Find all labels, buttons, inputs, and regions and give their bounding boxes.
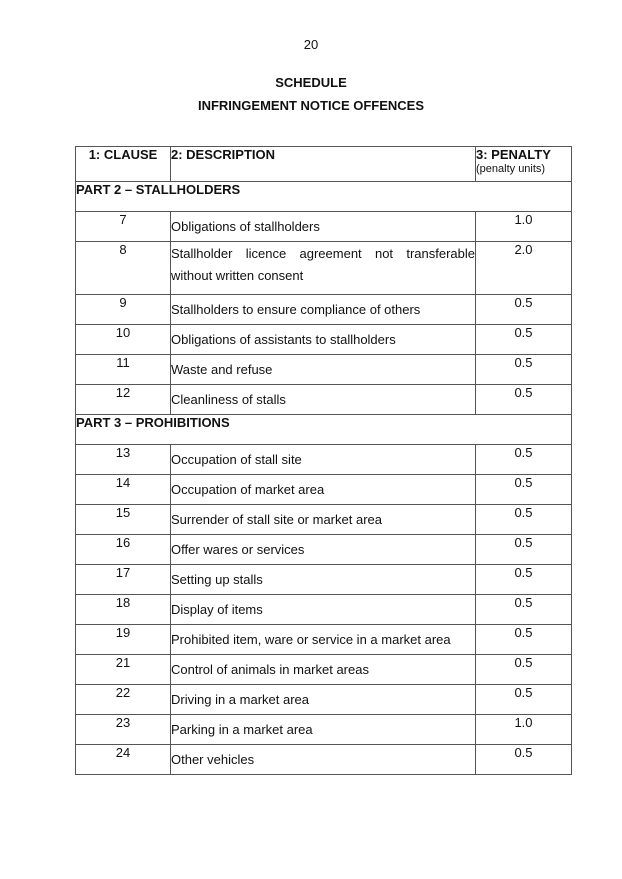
table-row xyxy=(76,535,572,565)
description-cell: Display of items xyxy=(171,595,476,625)
description-cell: Waste and refuse xyxy=(171,355,476,385)
clause-cell: 23 xyxy=(76,715,171,745)
clause-cell: 9 xyxy=(76,295,171,325)
table-row xyxy=(76,505,572,535)
description-cell: Parking in a market area xyxy=(171,715,476,745)
penalty-cell: 0.5 xyxy=(476,505,572,535)
clause-cell: 17 xyxy=(76,565,171,595)
penalty-cell: 0.5 xyxy=(476,325,572,355)
page-number: 20 xyxy=(303,37,319,52)
schedule-subtitle: INFRINGEMENT NOTICE OFFENCES xyxy=(197,98,425,113)
penalty-cell: 0.5 xyxy=(476,565,572,595)
penalty-cell: 0.5 xyxy=(476,535,572,565)
clause-cell: 10 xyxy=(76,325,171,355)
description-cell: Driving in a market area xyxy=(171,685,476,715)
table-row xyxy=(76,385,572,415)
clause-cell: 12 xyxy=(76,385,171,415)
clause-cell: 7 xyxy=(76,212,171,242)
penalty-cell: 0.5 xyxy=(476,385,572,415)
clause-cell: 14 xyxy=(76,475,171,505)
table-row xyxy=(76,655,572,685)
part-heading-row xyxy=(76,415,572,445)
description-cell: Stallholder licence agreement not transferable without written consent xyxy=(171,242,476,295)
description-cell: Cleanliness of stalls xyxy=(171,385,476,415)
table-row xyxy=(76,715,572,745)
clause-cell: 11 xyxy=(76,355,171,385)
table-row xyxy=(76,745,572,775)
penalty-cell: 0.5 xyxy=(476,295,572,325)
clause-cell: 8 xyxy=(76,242,171,295)
table-row xyxy=(76,475,572,505)
part-heading: PART 2 – STALLHOLDERS xyxy=(76,182,572,212)
table-row xyxy=(76,355,572,385)
description-cell: Control of animals in market areas xyxy=(171,655,476,685)
penalty-cell: 0.5 xyxy=(476,595,572,625)
penalty-cell: 0.5 xyxy=(476,355,572,385)
clause-cell: 21 xyxy=(76,655,171,685)
clause-cell: 16 xyxy=(76,535,171,565)
description-cell: Obligations of stallholders xyxy=(171,212,476,242)
offences-table xyxy=(75,146,572,775)
table-row xyxy=(76,242,572,295)
penalty-cell: 0.5 xyxy=(476,685,572,715)
part-heading: PART 3 – PROHIBITIONS xyxy=(76,415,572,445)
table-row xyxy=(76,685,572,715)
table-row xyxy=(76,325,572,355)
clause-cell: 22 xyxy=(76,685,171,715)
column-header-clause: 1: CLAUSE xyxy=(76,147,171,182)
description-cell: Surrender of stall site or market area xyxy=(171,505,476,535)
penalty-cell: 0.5 xyxy=(476,445,572,475)
description-cell: Stallholders to ensure compliance of others xyxy=(171,295,476,325)
clause-cell: 13 xyxy=(76,445,171,475)
column-header-description: 2: DESCRIPTION xyxy=(171,147,476,182)
clause-cell: 15 xyxy=(76,505,171,535)
schedule-title: SCHEDULE xyxy=(275,75,347,90)
table-row xyxy=(76,295,572,325)
penalty-header-label: 3: PENALTY xyxy=(476,147,551,162)
table-row xyxy=(76,565,572,595)
penalty-cell: 1.0 xyxy=(476,715,572,745)
penalty-cell: 0.5 xyxy=(476,475,572,505)
clause-cell: 19 xyxy=(76,625,171,655)
description-cell: Occupation of stall site xyxy=(171,445,476,475)
penalty-cell: 1.0 xyxy=(476,212,572,242)
penalty-header-units: (penalty units) xyxy=(476,163,546,175)
table-row xyxy=(76,625,572,655)
column-header-penalty xyxy=(476,147,572,182)
description-cell: Setting up stalls xyxy=(171,565,476,595)
description-cell: Other vehicles xyxy=(171,745,476,775)
table-row xyxy=(76,212,572,242)
clause-cell: 24 xyxy=(76,745,171,775)
penalty-cell: 2.0 xyxy=(476,242,572,295)
description-cell: Occupation of market area xyxy=(171,475,476,505)
description-cell: Offer wares or services xyxy=(171,535,476,565)
clause-cell: 18 xyxy=(76,595,171,625)
penalty-cell: 0.5 xyxy=(476,745,572,775)
table-header-row xyxy=(76,147,572,182)
description-cell: Obligations of assistants to stallholders xyxy=(171,325,476,355)
penalty-cell: 0.5 xyxy=(476,655,572,685)
penalty-cell: 0.5 xyxy=(476,625,572,655)
table-row xyxy=(76,445,572,475)
table-row xyxy=(76,595,572,625)
table-body xyxy=(76,182,572,775)
part-heading-row xyxy=(76,182,572,212)
description-cell: Prohibited item, ware or service in a market area xyxy=(171,625,476,655)
